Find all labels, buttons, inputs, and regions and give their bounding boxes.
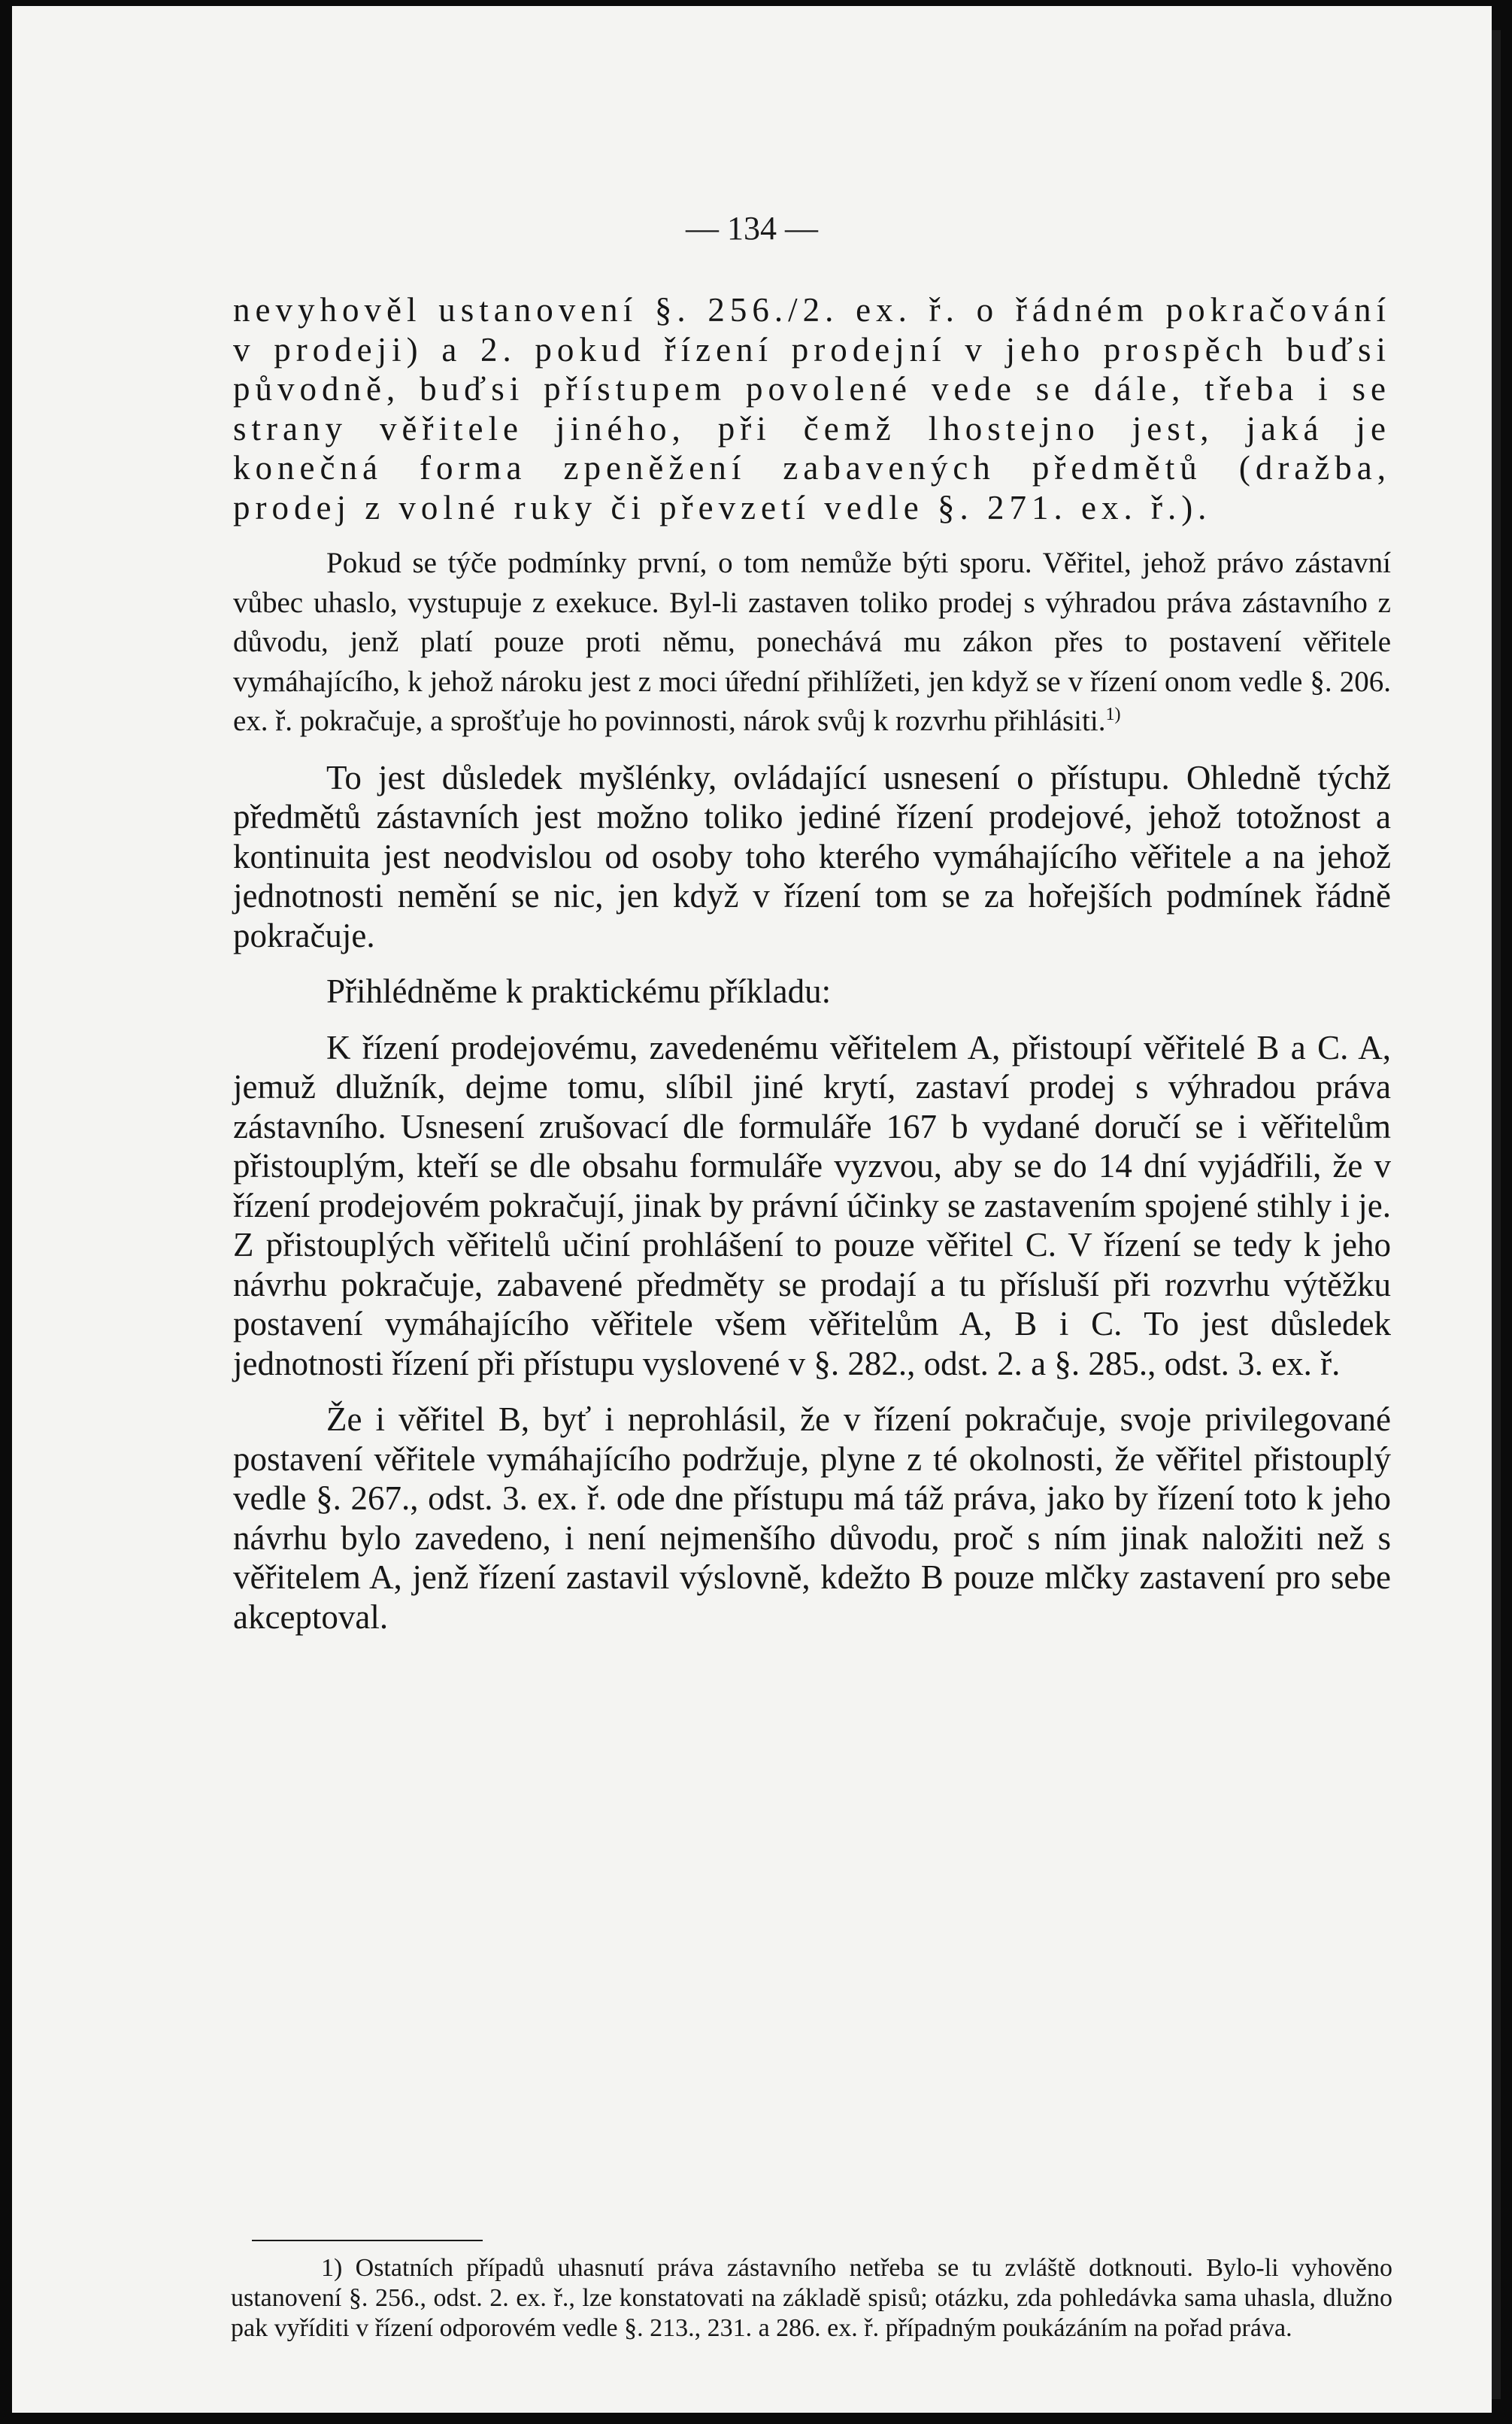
book-page <box>12 6 1492 2413</box>
paragraph-example-intro: Přihlédněme k praktickému příkladu: <box>326 972 832 1010</box>
paragraph-condition-one <box>233 544 1391 742</box>
paragraph-text: Pokud se týče podmínky první, o tom nemůže býti sporu. Věřitel, jehož právo zástavní vůbec uhaslo, vystupuje z exekuce. Byl-li zastaven toliko prodej s výhradou práva zástavního z důvodu, jenž platí pouze proti němu, ponechává mu zákon přes to postavení věřitele vymáhajícího, k jehož nároku jest z moci úřední přihlížeti, jen když se v řízení onom vedle §. 206. ex. ř. pokračuje, a sprošťuje ho povinnosti, nárok svůj k rozvrhu přihlásiti. <box>233 547 1391 737</box>
paragraph-continuation: nevyhověl ustanovení §. 256./2. ex. ř. o řádném pokračování v prodeji) a 2. pokud řízení prodejní v jeho prospěch buďsi původně, buďsi přístupem povolené vede se dále, třeba i se strany věřitele jiného, při čemž lhostejno jest, jaká je konečná forma zpeněžení zabavených předmětů (dražba, prodej z volné ruky či převzetí vedle §. 271. ex. ř.). <box>233 291 1391 526</box>
paragraph-creditor-b: Že i věřitel B, byť i neprohlásil, že v řízení pokračuje, svoje privilegované postavení věřitele vymáhajícího podržuje, plyne z té okolnosti, že věřitel přistouplý vedle §. 267., odst. 3. ex. ř. ode dne přístupu má táž práva, jako by řízení toto k jeho návrhu bylo zavedeno, i není nejmenšího důvodu, proč s ním jinak naložiti než s věřitelem A, jenž řízení zastavil výslovně, kdežto B pouze mlčky zastavení pro sebe akceptoval. <box>233 1400 1391 1636</box>
paragraph-consequence: To jest důsledek myšlénky, ovládající usnesení o přístupu. Ohledně týchž předmětů zástavních jest možno toliko jediné řízení prodejové, jehož totožnost a kontinuita jest neodvislou od osoby toho kterého vymáhajícího věřitele a na jehož jednotnosti nemění se nic, jen když v řízení tom se za hořejších podmínek řádně pokračuje. <box>233 758 1391 954</box>
paragraph-example: K řízení prodejovému, zavedenému věřitelem A, přistoupí věřitelé B a C. A, jemuž dlužník, dejme tomu, slíbil jiné krytí, zastaví prodej s výhradou práva zástavního. Usnesení zrušovací dle formuláře 167 b vydané doručí se i věřitelům přistouplým, kteří se dle obsahu formuláře vyzvou, aby se do 14 dní vyjádřili, že v řízení prodejovém pokračují, jinak by právní účinky se zastavením spojené stihly i je. Z přistouplých věřitelů učiní prohlášení to pouze věřitel C. V řízení se tedy k jeho návrhu pokračuje, zabavené předměty se prodají a tu přísluší při rozvrhu výtěžku postavení vymáhajícího věřitele všem věřitelům A, B i C. To jest důsledek jednotnosti řízení při přístupu vyslovené v §. 282., odst. 2. a §. 285., odst. 3. ex. ř. <box>233 1028 1391 1382</box>
page-number: — 134 — <box>686 210 818 247</box>
main-text <box>233 290 1391 1637</box>
footnote: 1) Ostatních případů uhasnutí práva zástavního netřeba se tu zvláště dotknouti. Bylo-li vyhověno ustanovení §. 256., odst. 2. ex. ř., lze konstatovati na základě spisů; otázku, zda pohledávka sama uhasla, dlužno pak vyříditi v řízení odporovém vedle §. 213., 231. a 286. ex. ř. případným poukázáním na pořad práva. <box>231 2254 1392 2342</box>
page-edge <box>1492 30 1501 2399</box>
footnote-reference: 1) <box>1105 704 1121 724</box>
footnote-divider <box>252 2240 483 2241</box>
